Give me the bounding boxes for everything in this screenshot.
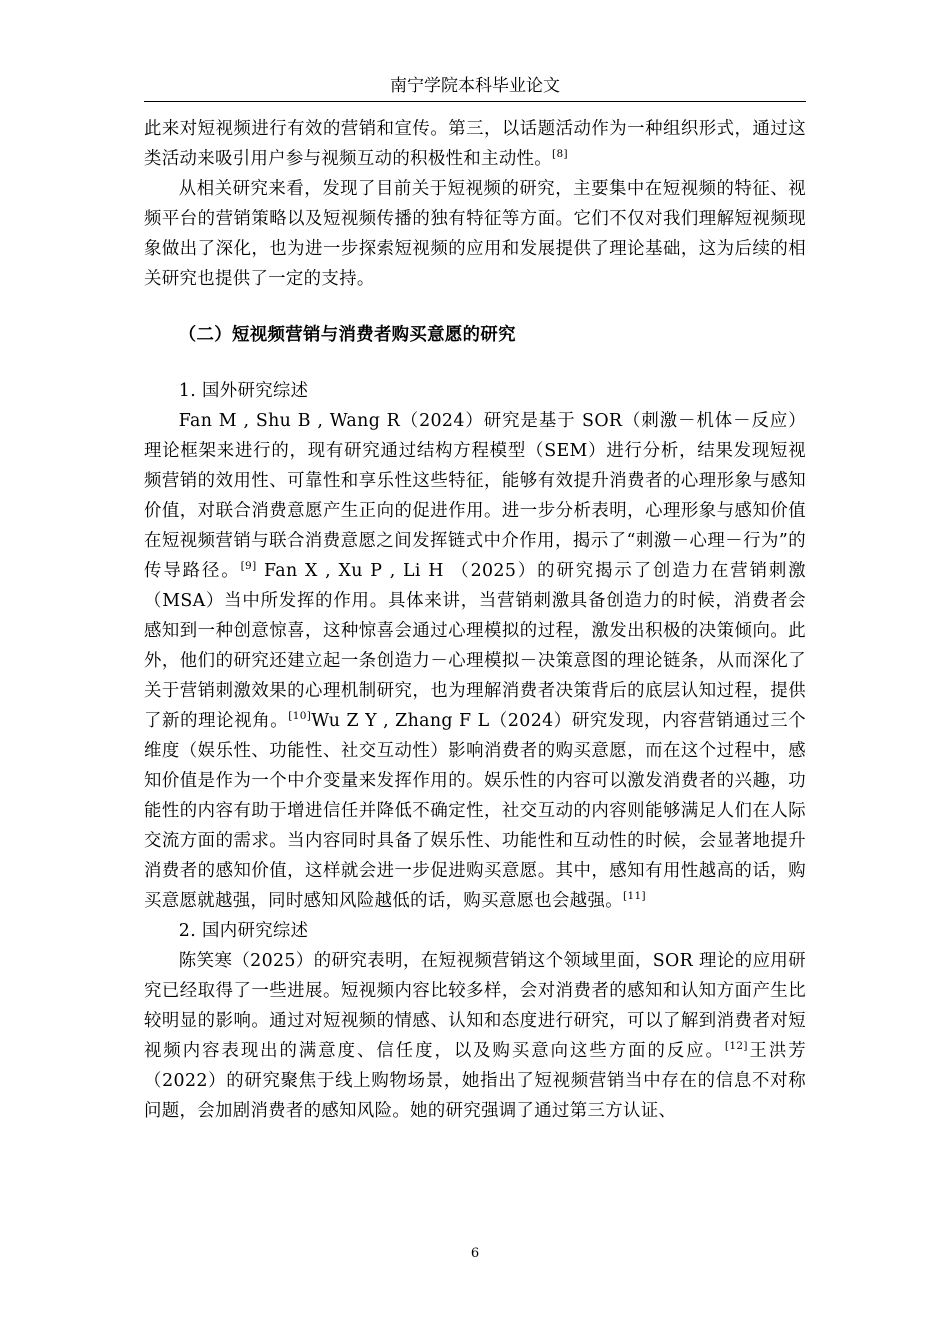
- page-header: [144, 74, 806, 102]
- paragraph-text: 陈笑寒（2025）的研究表明，在短视频营销这个领域里面，SOR 理论的应用研究已经取得了一些进展。短视频内容比较多样，会对消费者的感知和认知方面产生比较明显的影响。通过对短视频的情感、认知和态度进行研究，可以了解到消费者对短视频内容表现出的满意度、信任度，以及购买意向这些方面的反应。: [144, 951, 806, 1061]
- header-title: 南宁学院本科毕业论文: [390, 76, 560, 96]
- citation-ref: [9]: [240, 560, 257, 573]
- paragraph-text: Fan M , Shu B , Wang R（2024）研究是基于 SOR（刺激－机体－反应）理论框架来进行的，现有研究通过结构方程模型（SEM）进行分析，结果发现短视频营销的效用性、可靠性和享乐性这些特征，能够有效提升消费者的心理形象与感知价值，对联合消费意愿产生正向的促进作用。进一步分析表明，心理形象与感知价值在短视频营销与联合消费意愿之间发挥链式中介作用，揭示了“刺激－心理－行为”的传导路径。: [144, 411, 806, 581]
- paragraph-text: 从相关研究来看，发现了目前关于短视频的研究，主要集中在短视频的特征、视频平台的营销策略以及短视频传播的独有特征等方面。它们不仅对我们理解短视频现象做出了深化，也为进一步探索短视频的应用和发展提供了理论基础，这为后续的相关研究也提供了一定的支持。: [144, 179, 806, 289]
- citation-ref: [12]: [724, 1040, 748, 1053]
- paragraph-foreign-research: [144, 406, 806, 916]
- citation-ref: [8]: [552, 148, 568, 161]
- section-heading: （二）短视频营销与消费者购买意愿的研究: [178, 325, 516, 345]
- paragraph-text: 此来对短视频进行有效的营销和宣传。第三，以话题活动作为一种组织形式，通过这类活动来吸引用户参与视频互动的积极性和主动性。: [144, 119, 806, 169]
- paragraph-text: Wu Z Y , Zhang F L（2024）研究发现，内容营销通过三个维度（娱乐性、功能性、社交互动性）影响消费者的购买意愿，而在这个过程中，感知价值是作为一个中介变量来发挥作用的。娱乐性的内容可以激发消费者的兴趣，功能性的内容有助于增进信任并降低不确定性，社交互动的内容则能够满足人们在人际交流方面的需求。当内容同时具备了娱乐性、功能性和互动性的时候，会显著地提升消费者的感知价值，这样就会进一步促进购买意愿。其中，感知有用性越高的话，购买意愿就越强，同时感知风险越低的话，购买意愿也会越强。: [144, 711, 806, 911]
- paragraph-summary: [144, 174, 806, 294]
- paragraph-text: 王洪芳（2022）的研究聚焦于线上购物场景，她指出了短视频营销当中存在的信息不对称问题，会加剧消费者的感知风险。她的研究强调了通过第三方认证、: [144, 1041, 806, 1121]
- paragraph-domestic-research: [144, 946, 806, 1126]
- body-text: [144, 114, 806, 1126]
- citation-ref: [10]: [288, 710, 312, 723]
- paragraph-continuation: [144, 114, 806, 174]
- subsection-heading-foreign: 1. 国外研究综述: [178, 381, 309, 401]
- citation-ref: [11]: [623, 890, 646, 903]
- page-number: 6: [470, 1246, 480, 1261]
- subsection-heading-domestic: 2. 国内研究综述: [178, 921, 309, 941]
- paragraph-text: Fan X , Xu P , Li H （2025）的研究揭示了创造力在营销刺激（MSA）当中所发挥的作用。具体来讲，当营销刺激具备创造力的时候，消费者会感知到一种创意惊喜，这种惊喜会通过心理模拟的过程，激发出积极的决策倾向。此外，他们的研究还建立起一条创造力－心理模拟－决策意图的理论链条，从而深化了关于营销刺激效果的心理机制研究，也为理解消费者决策背后的底层认知过程，提供了新的理论视角。: [144, 561, 806, 731]
